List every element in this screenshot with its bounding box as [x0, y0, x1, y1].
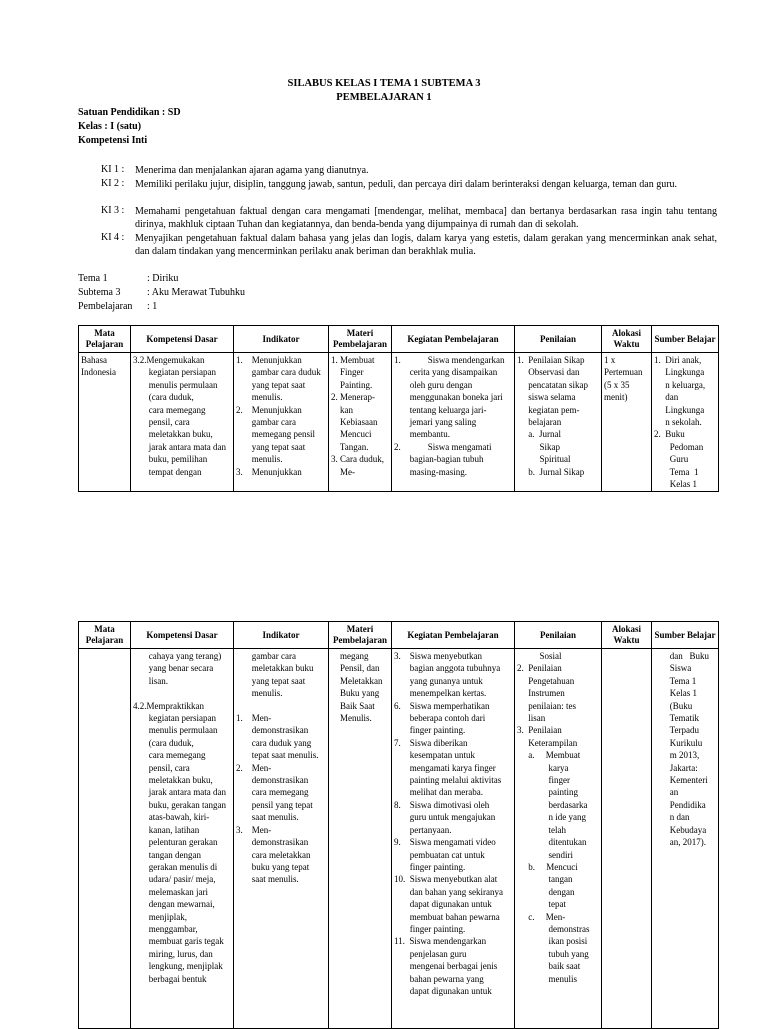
syllabus-table-1 — [78, 325, 719, 492]
syllabus-table-2 — [78, 621, 719, 1029]
cell-mapel: Bahasa Indonesia — [79, 353, 131, 492]
subtema-value: : Aku Merawat Tubuhku — [147, 287, 246, 298]
satuan-pendidikan: Satuan Pendidikan : SD — [78, 107, 181, 118]
cell-indikator: gambar cara meletakkan buku yang tepat saat menulis. 1. Men- demonstrasikan cara duduk yang tepat saat menulis. 2. Men- demonstrasikan cara memegang pensil yang tepat saat menulis. 3. Men- demonstrasikan cara meletakkan buku yang tepat saat menulis. — [234, 649, 329, 1029]
cell-kd: cahaya yang terang) yang benar secara lisan. 4.2.Mempraktikkan kegiatan persiapan menulis permulaan (cara duduk, cara memegang pensil, cara meletakkan buku, jarak antara mata dan buku, gerakan tangan atas-bawah, kiri- kanan, latihan pelenturan gerakan tangan dengan gerakan menulis di udara/ pasir/ meja, melemaskan jari dengan mewarnai, menjiplak, menggambar, membuat garis tegak miring, lurus, dan lengkung, menjiplak berbagai bentuk — [131, 649, 234, 1029]
col-alokasi: Alokasi Waktu — [602, 326, 652, 353]
kompetensi-inti-heading: Kompetensi Inti — [78, 135, 148, 146]
cell-penilaian: Sosial 2. Penilaian Pengetahuan Instrumen penilaian: tes lisan 3. Penilaian Keterampilan a. Membuat karya finger painting berdasarka n ide yang telah ditentukan sendiri b. Mencuci tangan dengan tepat c. Men- demonstras ikan posisi tubuh yang baik saat menulis — [515, 649, 602, 1029]
cell-indikator: 1. Menunjukkan gambar cara duduk yang tepat saat menulis. 2. Menunjukkan gambar cara memegang pensil yang tepat saat menulis. 3. Menunjukkan — [234, 353, 329, 492]
col-materi: Materi Pembelajaran — [329, 622, 392, 649]
kelas: Kelas : I (satu) — [78, 121, 142, 132]
cell-alokasi — [602, 649, 652, 1029]
cell-sumber: dan Buku Siswa Tema 1 Kelas 1 (Buku Tematik Terpadu Kurikulu m 2013, Jakarta: Kementeri an Pendidika n dan Kebudaya an, 2017). — [652, 649, 719, 1029]
col-penilaian: Penilaian — [515, 622, 602, 649]
table-row — [79, 353, 719, 492]
ki2-code: KI 2 : — [101, 178, 125, 189]
cell-kd: 3.2.Mengemukakan kegiatan persiapan menulis permulaan (cara duduk, cara memegang pensil, cara meletakkan buku, jarak antara mata dan buku, pemilihan tempat dengan — [131, 353, 234, 492]
col-materi: Materi Pembelajaran — [329, 326, 392, 353]
tema-value: : Diriku — [147, 273, 179, 284]
ki2-text: Memiliki perilaku jujur, disiplin, tanggung jawab, santun, peduli, dan percaya diri dalam berinteraksi dengan keluarga, teman dan guru. — [135, 179, 678, 190]
col-indikator: Indikator — [234, 622, 329, 649]
cell-kegiatan: 1. Siswa mendengarkan cerita yang disampaikan oleh guru dengan menggunakan boneka jari tentang keluarga jari- jemari yang saling membantu. 2. Siswa mengamati bagian-bagian tubuh masing-masing. — [392, 353, 515, 492]
cell-materi: 1. Membuat Finger Painting. 2. Menerap- kan Kebiasaan Mencuci Tangan. 3. Cara duduk, Me- — [329, 353, 392, 492]
col-alokasi: Alokasi Waktu — [602, 622, 652, 649]
pembelajaran-value: : 1 — [147, 301, 158, 312]
col-mapel: Mata Pelajaran — [79, 326, 131, 353]
table-header-row — [79, 622, 719, 649]
ki3-text: Memahami pengetahuan faktual dengan cara mengamati [mendengar, melihat, membaca] dan bertanya berdasarkan rasa ingin tahu tentang dirinya, makhluk ciptaan Tuhan dan kegiatannya, dan benda-benda yang dijumpainya di rumah dan di sekolah. — [135, 206, 717, 231]
col-kd: Kompetensi Dasar — [131, 622, 234, 649]
ki3-code: KI 3 : — [101, 205, 125, 216]
table-row — [79, 649, 719, 1029]
cell-mapel — [79, 649, 131, 1029]
col-kegiatan: Kegiatan Pembelajaran — [392, 622, 515, 649]
ki1-text: Menerima dan menjalankan ajaran agama yang dianutnya. — [135, 165, 369, 176]
cell-materi: megang Pensil, dan Meletakkan Buku yang Baik Saat Menulis. — [329, 649, 392, 1029]
col-penilaian: Penilaian — [515, 326, 602, 353]
ki4-text: Menyajikan pengetahuan faktual dalam bahasa yang jelas dan logis, dalam karya yang estetis, dalam gerakan yang mencerminkan anak sehat, dan dalam tindakan yang mencerminkan perilaku anak beriman dan berakhlak mulia. — [135, 233, 717, 258]
cell-penilaian: 1. Penilaian Sikap Observasi dan pencatatan sikap siswa selama kegiatan pem- belajaran a. Jurnal Sikap Spiritual b. Jurnal Sikap — [515, 353, 602, 492]
tema-label: Tema 1 — [78, 273, 108, 284]
cell-sumber: 1. Diri anak, Lingkunga n keluarga, dan Lingkunga n sekolah. 2. Buku Pedoman Guru Tema 1 Kelas 1 — [652, 353, 719, 492]
subtema-label: Subtema 3 — [78, 287, 121, 298]
cell-kegiatan: 3. Siswa menyebutkan bagian anggota tubuhnya yang gunanya untuk menempelkan kertas. 6. Siswa memperhatikan beberapa contoh dari finger painting. 7. Siswa diberikan kesempatan untuk mengamati karya finger painting melalui aktivitas melihat dan meraba. 8. Siswa dimotivasi oleh guru untuk mengajukan pertanyaan. 9. Siswa mengamati video pembuatan cat untuk finger painting. 10. Siswa menyebutkan alat dan bahan yang sekiranya dapat digunakan untuk membuat bahan pewarna finger painting. 11. Siswa mendengarkan penjelasan guru mengenai berbagai jenis bahan pewarna yang dapat digunakan untuk — [392, 649, 515, 1029]
pembelajaran-label: Pembelajaran — [78, 301, 133, 312]
page-title: SILABUS KELAS I TEMA 1 SUBTEMA 3 — [287, 78, 481, 89]
ki1-code: KI 1 : — [101, 164, 125, 175]
cell-alokasi: 1 x Pertemuan (5 x 35 menit) — [602, 353, 652, 492]
col-kd: Kompetensi Dasar — [131, 326, 234, 353]
page-subtitle: PEMBELAJARAN 1 — [336, 92, 432, 103]
col-mapel: Mata Pelajaran — [79, 622, 131, 649]
col-sumber: Sumber Belajar — [652, 326, 719, 353]
ki4-code: KI 4 : — [101, 232, 125, 243]
table-header-row — [79, 326, 719, 353]
col-sumber: Sumber Belajar — [652, 622, 719, 649]
col-indikator: Indikator — [234, 326, 329, 353]
col-kegiatan: Kegiatan Pembelajaran — [392, 326, 515, 353]
